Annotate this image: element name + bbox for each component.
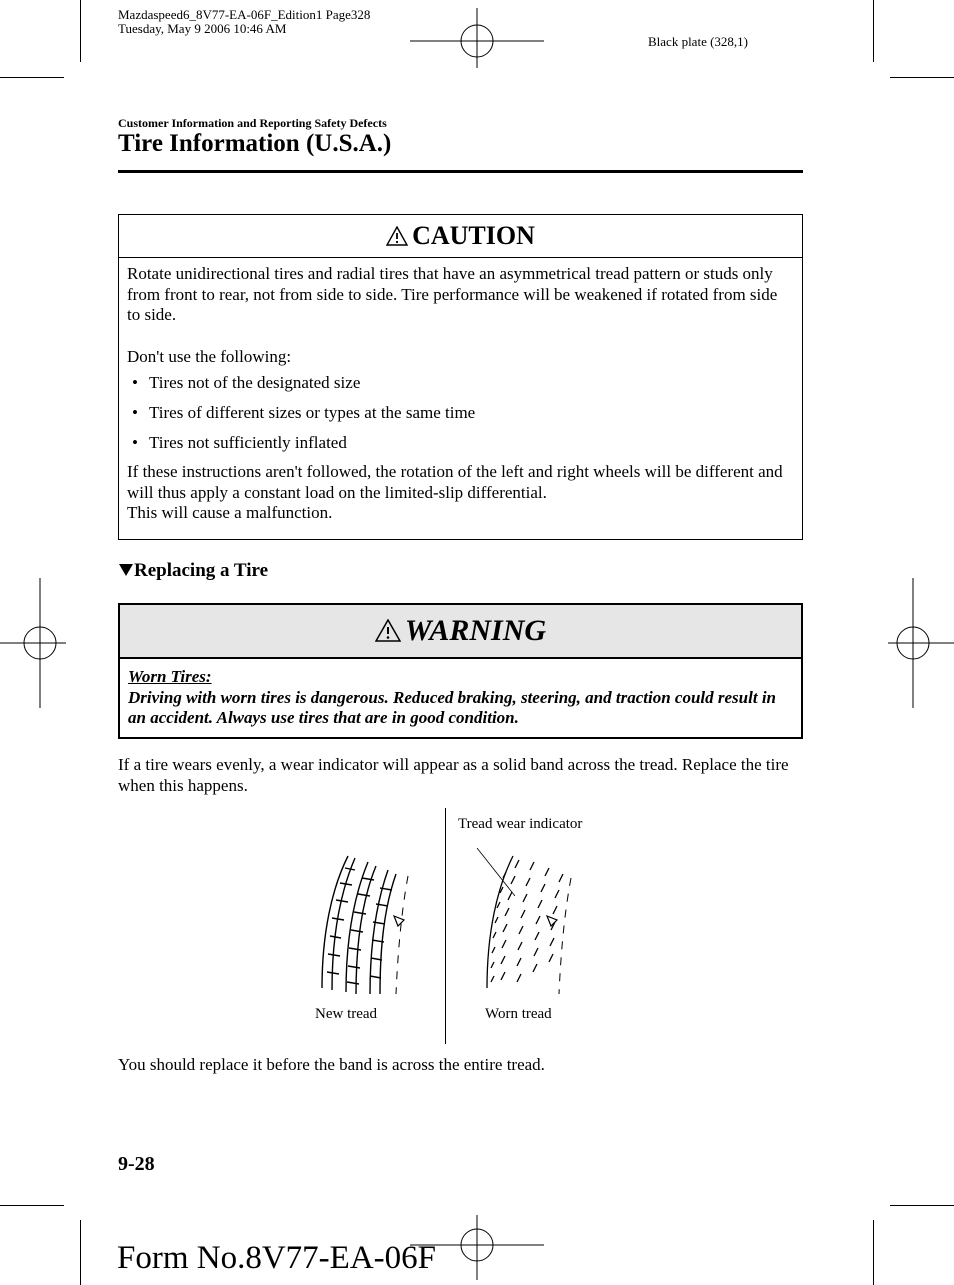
- list-item-text: Tires not sufficiently inflated: [149, 433, 347, 452]
- bullet-icon: •: [132, 433, 138, 452]
- new-tread-illustration: [310, 848, 425, 998]
- caution-lead: Don't use the following:: [127, 346, 292, 366]
- warning-label: Worn Tires:: [128, 667, 212, 686]
- caution-box: [118, 214, 803, 540]
- caution-paragraph: If these instructions aren't followed, the rotation of the left and right wheels will be different and will thus apply a constant load on the limited-slip differential.: [127, 462, 783, 502]
- print-header-date: Tuesday, May 9 2006 10:46 AM: [118, 21, 287, 36]
- form-number: Form No.8V77-EA-06F: [117, 1240, 436, 1276]
- warning-header: [120, 605, 801, 659]
- warning-text: Driving with worn tires is dangerous. Reduced braking, steering, and traction could result in an accident. Always use tires that are in good condition.: [128, 687, 777, 727]
- page-title: Tire Information (U.S.A.): [118, 130, 392, 157]
- warning-heading: WARNING: [404, 614, 547, 647]
- registration-mark-left: [0, 578, 66, 708]
- caution-list: [127, 373, 794, 454]
- print-header-file: Mazdaspeed6_8V77-EA-06F_Edition1 Page328: [118, 7, 371, 22]
- down-triangle-icon: [118, 563, 134, 577]
- warning-triangle-icon: [375, 619, 401, 642]
- section-label: Customer Information and Reporting Safety Defects: [118, 116, 387, 130]
- worn-tread-illustration: [475, 848, 595, 998]
- list-item: [127, 433, 794, 454]
- list-item-text: Tires not of the designated size: [149, 373, 361, 392]
- subheading: [118, 560, 268, 582]
- caution-body: [119, 258, 802, 524]
- body-paragraph: If a tire wears evenly, a wear indicator will appear as a solid band across the tread. Replace the tire when this happens.: [118, 755, 789, 795]
- registration-mark-top: [410, 8, 544, 68]
- caution-heading: CAUTION: [412, 221, 535, 250]
- warning-box: [118, 603, 803, 739]
- caution-paragraph: This will cause a malfunction.: [127, 503, 333, 522]
- figure-divider: [445, 808, 446, 1044]
- tread-figure: [300, 808, 620, 1048]
- subheading-text: Replacing a Tire: [134, 560, 269, 581]
- worn-tread-label: Worn tread: [485, 1006, 552, 1022]
- indicator-label: Tread wear indicator: [458, 816, 583, 832]
- registration-mark-right: [888, 578, 954, 708]
- plate-label: Black plate (328,1): [648, 34, 748, 49]
- new-tread-label: New tread: [315, 1006, 378, 1022]
- warning-body: [120, 659, 801, 729]
- caution-header: [119, 215, 802, 258]
- bullet-icon: •: [132, 373, 138, 392]
- title-rule: [118, 170, 803, 173]
- print-header: [118, 8, 370, 36]
- closing-paragraph: You should replace it before the band is across the entire tread.: [118, 1055, 545, 1074]
- list-item: [127, 403, 794, 424]
- warning-triangle-icon: [386, 226, 408, 246]
- page-number: 9-28: [118, 1153, 155, 1175]
- caution-paragraph: Rotate unidirectional tires and radial tires that have an asymmetrical tread pattern or studs only from front to rear, not from side to side. Tire performance will be weakened if rotated from side to side.: [127, 264, 778, 324]
- list-item: [127, 373, 794, 394]
- list-item-text: Tires of different sizes or types at the same time: [149, 403, 476, 422]
- bullet-icon: •: [132, 403, 138, 422]
